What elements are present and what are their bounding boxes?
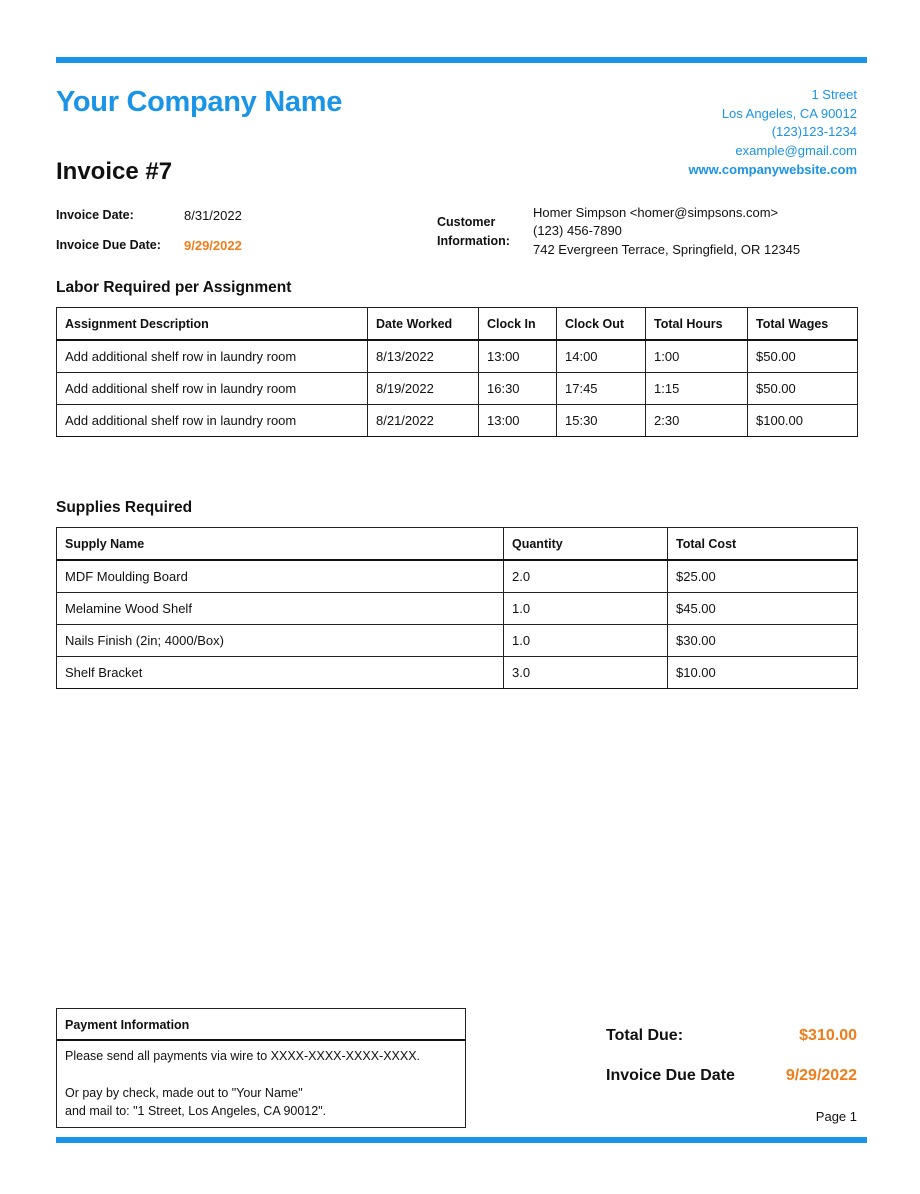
labor-table [56,307,858,437]
supply-cell-name: Shelf Bracket [57,657,504,689]
table-row [57,657,858,689]
labor-cell-assignment: Add additional shelf row in laundry room [57,340,368,373]
labor-cell-date-worked: 8/21/2022 [368,405,479,437]
invoice-title: Invoice #7 [56,158,173,185]
supply-cell-total-cost: $25.00 [668,560,858,593]
total-due-label: Total Due: [606,1027,684,1044]
payment-wire-text: Please send all payments via wire to XXXX-XXXX-XXXX-XXXX. [65,1049,421,1063]
table-row [57,373,858,405]
supply-cell-total-cost: $10.00 [668,657,858,689]
total-due-value: $310.00 [799,1027,857,1044]
company-address-line2: Los Angeles, CA 90012 [721,106,857,121]
invoice-due-date-value: 9/29/2022 [184,238,242,253]
supply-cell-quantity: 1.0 [504,625,668,657]
labor-header-date-worked: Date Worked [368,308,479,341]
supply-cell-total-cost: $45.00 [668,593,858,625]
labor-cell-assignment: Add additional shelf row in laundry room [57,373,368,405]
company-address-line1: 1 Street [811,87,857,102]
labor-cell-clock-in: 13:00 [479,405,557,437]
supplies-section-title: Supplies Required [56,499,193,516]
table-row [57,405,858,437]
supplies-header-total-cost: Total Cost [668,528,858,561]
table-row [57,625,858,657]
supply-cell-name: Melamine Wood Shelf [57,593,504,625]
invoice-due-date-label: Invoice Due Date: [56,238,161,252]
company-phone: (123)123-1234 [771,124,857,139]
labor-cell-clock-out: 17:45 [557,373,646,405]
customer-address: 742 Evergreen Terrace, Springfield, OR 12345 [533,242,801,257]
table-row [57,593,858,625]
labor-cell-total-wages: $100.00 [748,405,858,437]
payment-info-title: Payment Information [57,1009,465,1041]
labor-header-clock-in: Clock In [479,308,557,341]
customer-info-label-line1: Customer [437,215,496,229]
supplies-table-header-row [57,528,858,561]
table-row [57,340,858,373]
supply-cell-quantity: 1.0 [504,593,668,625]
labor-cell-clock-out: 14:00 [557,340,646,373]
table-row [57,560,858,593]
labor-cell-total-wages: $50.00 [748,373,858,405]
supply-cell-name: MDF Moulding Board [57,560,504,593]
labor-section-title: Labor Required per Assignment [56,279,292,296]
invoice-due-date-footer-label: Invoice Due Date [606,1067,735,1084]
supply-cell-name: Nails Finish (2in; 4000/Box) [57,625,504,657]
company-name: Your Company Name [56,86,343,118]
labor-cell-clock-in: 13:00 [479,340,557,373]
payment-mail-text: and mail to: "1 Street, Los Angeles, CA 90012". [65,1104,327,1118]
customer-info-label-line2: Information: [437,234,510,248]
invoice-date-value: 8/31/2022 [184,208,242,223]
labor-cell-total-hours: 1:00 [646,340,748,373]
labor-table-header-row [57,308,858,341]
labor-header-clock-out: Clock Out [557,308,646,341]
invoice-due-date-footer-value: 9/29/2022 [785,1067,857,1084]
payment-info-box [56,1008,466,1128]
customer-name-email: Homer Simpson <homer@simpsons.com> [533,205,779,220]
invoice-date-label: Invoice Date: [56,208,134,222]
payment-check-text: Or pay by check, made out to "Your Name" [65,1086,303,1100]
supplies-header-quantity: Quantity [504,528,668,561]
labor-header-total-wages: Total Wages [748,308,858,341]
labor-cell-date-worked: 8/13/2022 [368,340,479,373]
supply-cell-quantity: 3.0 [504,657,668,689]
labor-cell-date-worked: 8/19/2022 [368,373,479,405]
top-accent-rule [56,57,867,63]
supplies-table [56,527,858,689]
labor-header-total-hours: Total Hours [646,308,748,341]
supplies-header-name: Supply Name [57,528,504,561]
labor-cell-total-wages: $50.00 [748,340,858,373]
customer-phone: (123) 456-7890 [533,223,622,238]
bottom-accent-rule [56,1137,867,1143]
labor-header-assignment: Assignment Description [57,308,368,341]
supply-cell-total-cost: $30.00 [668,625,858,657]
labor-cell-clock-out: 15:30 [557,405,646,437]
labor-cell-clock-in: 16:30 [479,373,557,405]
company-website: www.companywebsite.com [688,162,857,177]
page-number: Page 1 [815,1109,857,1124]
company-email: example@gmail.com [735,143,857,158]
labor-cell-total-hours: 2:30 [646,405,748,437]
labor-cell-assignment: Add additional shelf row in laundry room [57,405,368,437]
supply-cell-quantity: 2.0 [504,560,668,593]
labor-cell-total-hours: 1:15 [646,373,748,405]
